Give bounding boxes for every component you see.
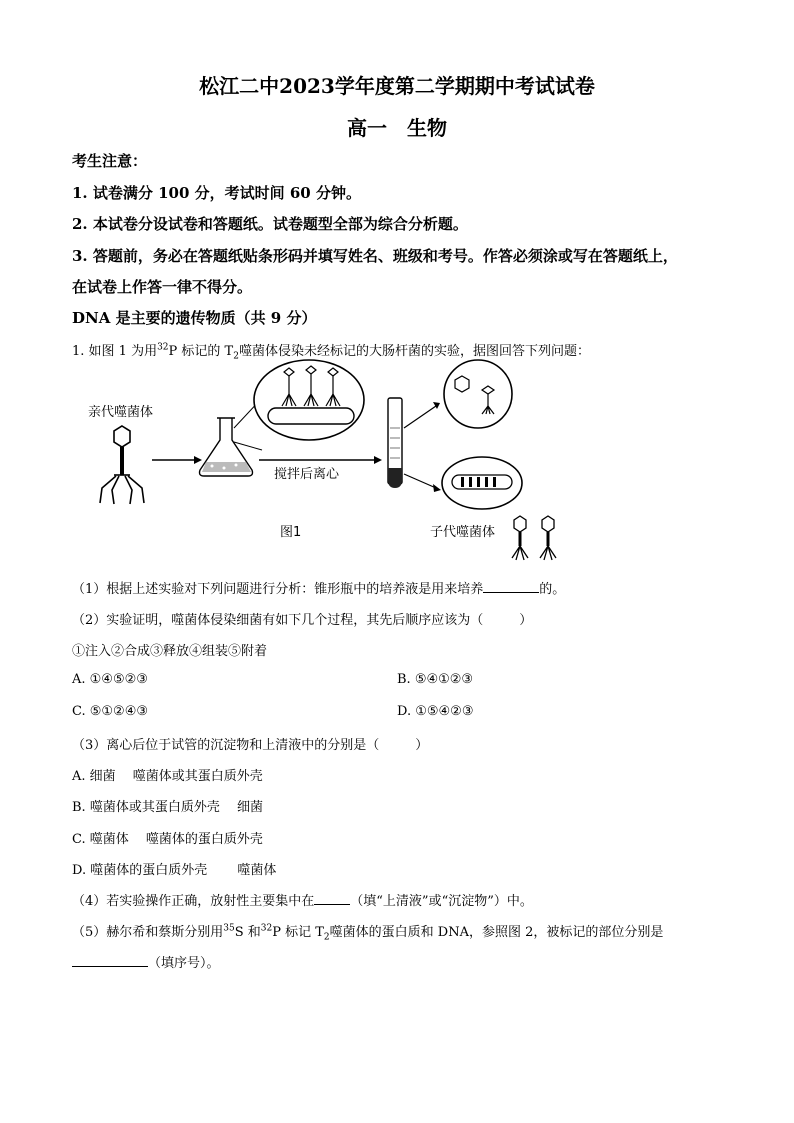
q1-p3-option-d[interactable]: D. 噬菌体的蛋白质外壳 噬菌体 [72, 863, 277, 878]
figure-1-phage-experiment [84, 358, 584, 568]
notice-item-3: 3. 答题前，务必在答题纸贴条形码并填写姓名、班级和考号。作答必须涂或写在答题纸上， [72, 247, 678, 265]
exam-subtitle: 高一 生物 [347, 116, 447, 140]
arrow-1-head [194, 456, 202, 464]
flask-icon [200, 418, 253, 476]
q1-part-1: （1）根据上述实验对下列问题进行分析：锥形瓶中的培养液是用来培养 的。 [72, 578, 565, 597]
section-heading: DNA 是主要的遗传物质（共 9 分） [72, 309, 317, 327]
q1-p3-option-c[interactable]: C. 噬菌体 噬菌体的蛋白质外壳 [72, 832, 263, 847]
question-1-stem: 1. 如图 1 为用$^{32}$P 标记的 $T_2$噬菌体侵染未经标记的大肠杆菌的实验，据图回答下列问题： [72, 342, 590, 362]
notice-heading: 考生注意： [72, 152, 148, 170]
q1-p2-option-b[interactable]: B. ⑤④①②③ [397, 672, 474, 687]
q1-part-2-steps: ①注入②合成③释放④组装⑤附着 [72, 644, 268, 659]
q1-p2-option-a[interactable]: A. ①④⑤②③ [72, 672, 148, 687]
answer-blank-1[interactable] [483, 578, 539, 593]
label-offspring-phage: 子代噬菌体 [430, 525, 496, 540]
supernatant-circle [444, 360, 512, 428]
label-parent-phage: 亲代噬菌体 [88, 405, 154, 420]
arrow-2-head [374, 456, 382, 464]
answer-blank-4[interactable] [314, 890, 350, 905]
arrow-to-pellet [404, 474, 436, 488]
notice-item-1: 1. 试卷满分 100 分，考试时间 60 分钟。 [72, 184, 361, 202]
notice-item-2: 2. 本试卷分设试卷和答题纸。试卷题型全部为综合分析题。 [72, 215, 468, 233]
q1-part-5: （5）赫尔希和蔡斯分别用$^{35}$S 和$^{32}$P 标记 $T_2$噬菌体的蛋白质和 DNA，参照图 2，被标记的部位分别是 [72, 923, 664, 943]
q1-part-5-cont: （填序号）。 [72, 952, 220, 971]
pellet-circle [442, 457, 522, 509]
q1-p2-option-c[interactable]: C. ⑤①②④③ [72, 704, 149, 719]
exam-title: 松江二中2023学年度第二学期期中考试试卷 [199, 74, 595, 98]
arrow-to-supernatant [404, 406, 436, 428]
test-tube-icon [388, 398, 402, 488]
q1-p3-option-a[interactable]: A. 细菌 噬菌体或其蛋白质外壳 [72, 769, 263, 784]
q1-part-3: （3）离心后位于试管的沉淀物和上清液中的分别是（ ） [72, 738, 429, 753]
label-figure-1: 图1 [280, 525, 302, 540]
offspring-phage-icons [512, 516, 556, 560]
zoom-circle-attach [254, 360, 364, 440]
q1-part-2: （2）实验证明，噬菌体侵染细菌有如下几个过程，其先后顺序应该为（ ） [72, 613, 533, 628]
label-stir-centrifuge: 搅拌后离心 [274, 467, 340, 482]
notice-item-3-cont: 在试卷上作答一律不得分。 [72, 278, 253, 296]
q1-p3-option-b[interactable]: B. 噬菌体或其蛋白质外壳 细菌 [72, 800, 263, 815]
arrow-to-pellet-head [433, 484, 441, 492]
q1-p2-option-d[interactable]: D. ①⑤④②③ [397, 704, 474, 719]
q1-part-4: （4）若实验操作正确，放射性主要集中在 （填“上清液”或“沉淀物”）中。 [72, 890, 533, 909]
answer-blank-5[interactable] [72, 952, 148, 967]
parent-phage-icon [100, 426, 144, 504]
